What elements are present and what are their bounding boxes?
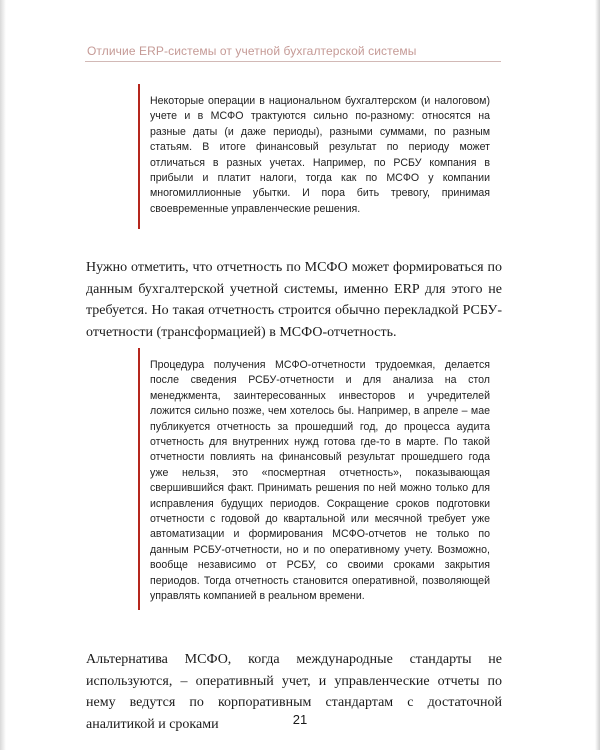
header-rule [85, 61, 501, 62]
page-number: 21 [292, 712, 308, 727]
running-header: Отличие ERP-системы от учетной бухгалтерской системы [87, 44, 417, 58]
body-paragraph-2: Альтернатива МСФО, когда международные стандарты не используются, – оперативный учет, и управленческие отчеты по нему ведутся по корпоративным стандартам с достаточной аналитикой и сроками [86, 652, 502, 732]
callout-text-2: Процедура получения МСФО-отчетности трудоемкая, делается после сведения РСБУ-отчетности и для анализа на стол менеджмента, заинтересованных инвесторов и учредителей ложится сильно позже, чем хотелось бы. Например, в апреле – мае публикуется отчетность за прошедший год, до процесса аудита отчетность для внутренних нужд готова где-то в марте. По такой отчетности повлиять на финансовый результат прошедшего года уже нельзя, это «посмертная отчетность», показывающая свершившийся факт. Принимать решения по ней можно только для исправления будущих периодов. Сокращение сроков подготовки отчетности с годовой до квартальной или месячной требует уже автоматизации и формирования МСФО-отчетов не только по данным РСБУ-отчетности, но и по оперативному учету. Возможно, вообще независимо от РСБУ, со своими сроками закрытия периодов. Тогда отчетность становится оперативной, позволяющей управлять компанией в реальном времени. [150, 359, 490, 603]
page-edge-right [595, 0, 600, 750]
callout-text-1: Некоторые операции в национальном бухгалтерском (и налоговом) учете и в МСФО трактуются сильно по-разному: относятся на разные даты (и даже периоды), разными суммами, по разным статьям. В итоге финансовый результат по периоду может отличаться в разных учетах. Например, по РСБУ компания в прибыли и платит налоги, тогда как по МСФО у компании многомиллионные убытки. И пора бить тревогу, принимая своевременные управленческие решения. [150, 95, 490, 215]
body-paragraph-1: Нужно отметить, что отчетность по МСФО может формироваться по данным бухгалтерской учетной системы, именно ERP для этого не требуется. Но такая отчетность строится обычно перекладкой РСБУ-отчетности (трансформацией) в МСФО-отчетность. [86, 260, 502, 340]
callout-box-1 [138, 84, 496, 229]
callout-box-2 [138, 348, 496, 610]
page-edge-left [0, 0, 6, 750]
